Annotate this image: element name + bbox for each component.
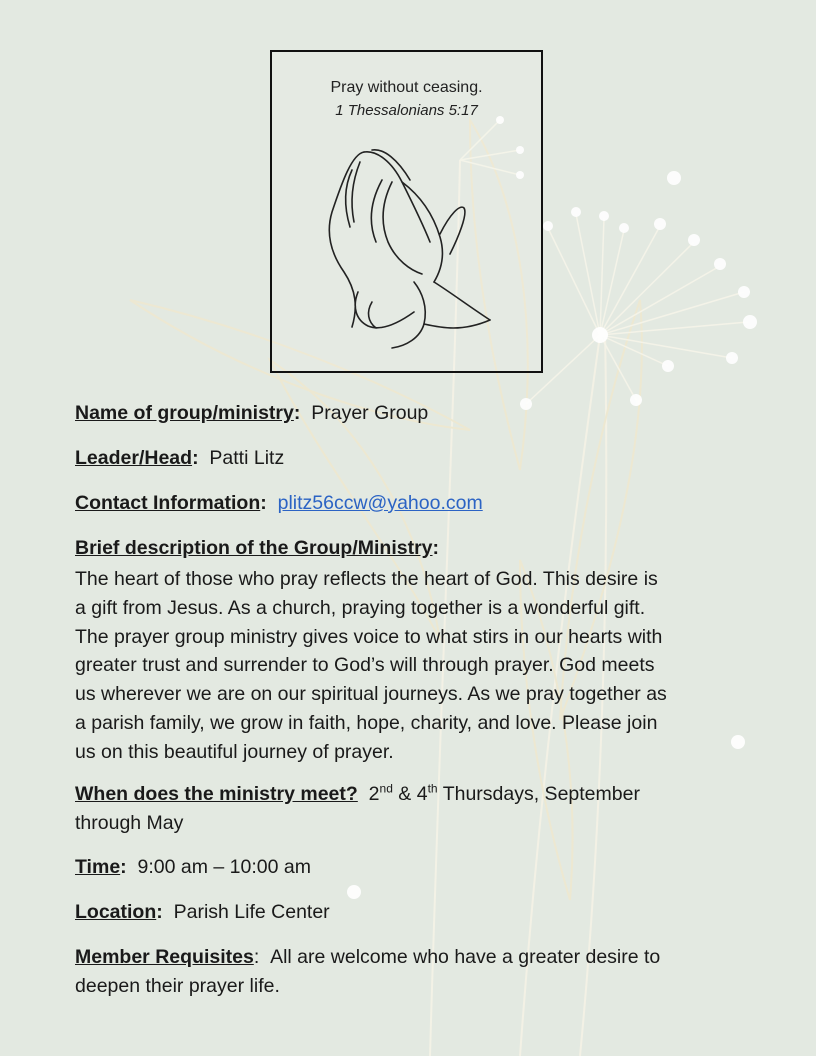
field-requisites: Member Requisites: All are welcome who have a greater desire to deepen their prayer life. [75,943,765,1001]
field-time-value: 9:00 am – 10:00 am [137,856,311,878]
description-line: The heart of those who pray reflects the heart of God. This desire is [75,568,658,590]
verse-frame [270,50,543,373]
field-description-label: Brief description of the Group/Ministry [75,537,433,559]
field-leader-value: Patti Litz [209,447,285,469]
field-time-label: Time [75,856,121,878]
field-meet-label: When does the ministry meet? [75,783,358,805]
field-meet [75,780,765,838]
field-leader-label: Leader/Head [75,447,193,469]
description-line: us on this beautiful journey of prayer. [75,740,394,763]
meet-amp: & [398,783,412,805]
field-name-label: Name of group/ministry [75,402,294,424]
requisites-line2: deepen their prayer life. [75,975,280,997]
meet-num2: 4 [416,783,428,805]
meet-num1: 2 [368,783,380,805]
description-line: a gift from Jesus. As a church, praying together is a wonderful gift. [75,596,646,619]
description-line: us wherever we are on our spiritual journeys. As we pray together as [75,683,667,706]
field-name-value: Prayer Group [311,402,429,424]
field-location: Location: Parish Life Center [75,901,330,923]
field-time: Time: 9:00 am – 10:00 am [75,856,311,878]
field-location-value: Parish Life Center [173,901,330,923]
field-name: Name of group/ministry: Prayer Group [75,402,429,424]
field-leader: Leader/Head: Patti Litz [75,447,285,469]
field-location-label: Location [75,901,157,923]
description-line: The prayer group ministry gives voice to what stirs in our hearts with [75,625,663,648]
field-contact: Contact Information: plitz56ccw@yahoo.com [75,492,483,514]
verse-text: Pray without ceasing. [330,79,483,96]
verse-reference: 1 Thessalonians 5:17 [335,102,478,119]
praying-hands-icon [322,142,502,352]
description-line: a parish family, we grow in faith, hope, charity, and love. Please join [75,711,658,734]
description-line: greater trust and surrender to God’s will through prayer. God meets [75,654,655,677]
meet-sup1: nd [379,781,393,796]
field-description-heading: Brief description of the Group/Ministry: [75,537,440,559]
field-contact-label: Contact Information [75,492,261,514]
meet-rest: Thursdays, September [442,783,640,805]
meet-sup2: th [427,781,438,796]
description-body [75,565,775,767]
field-requisites-label: Member Requisites [75,946,254,968]
contact-email-link[interactable]: plitz56ccw@yahoo.com [277,492,483,514]
requisites-line1: All are welcome who have a greater desire to [270,946,661,968]
meet-line2: through May [75,812,184,834]
